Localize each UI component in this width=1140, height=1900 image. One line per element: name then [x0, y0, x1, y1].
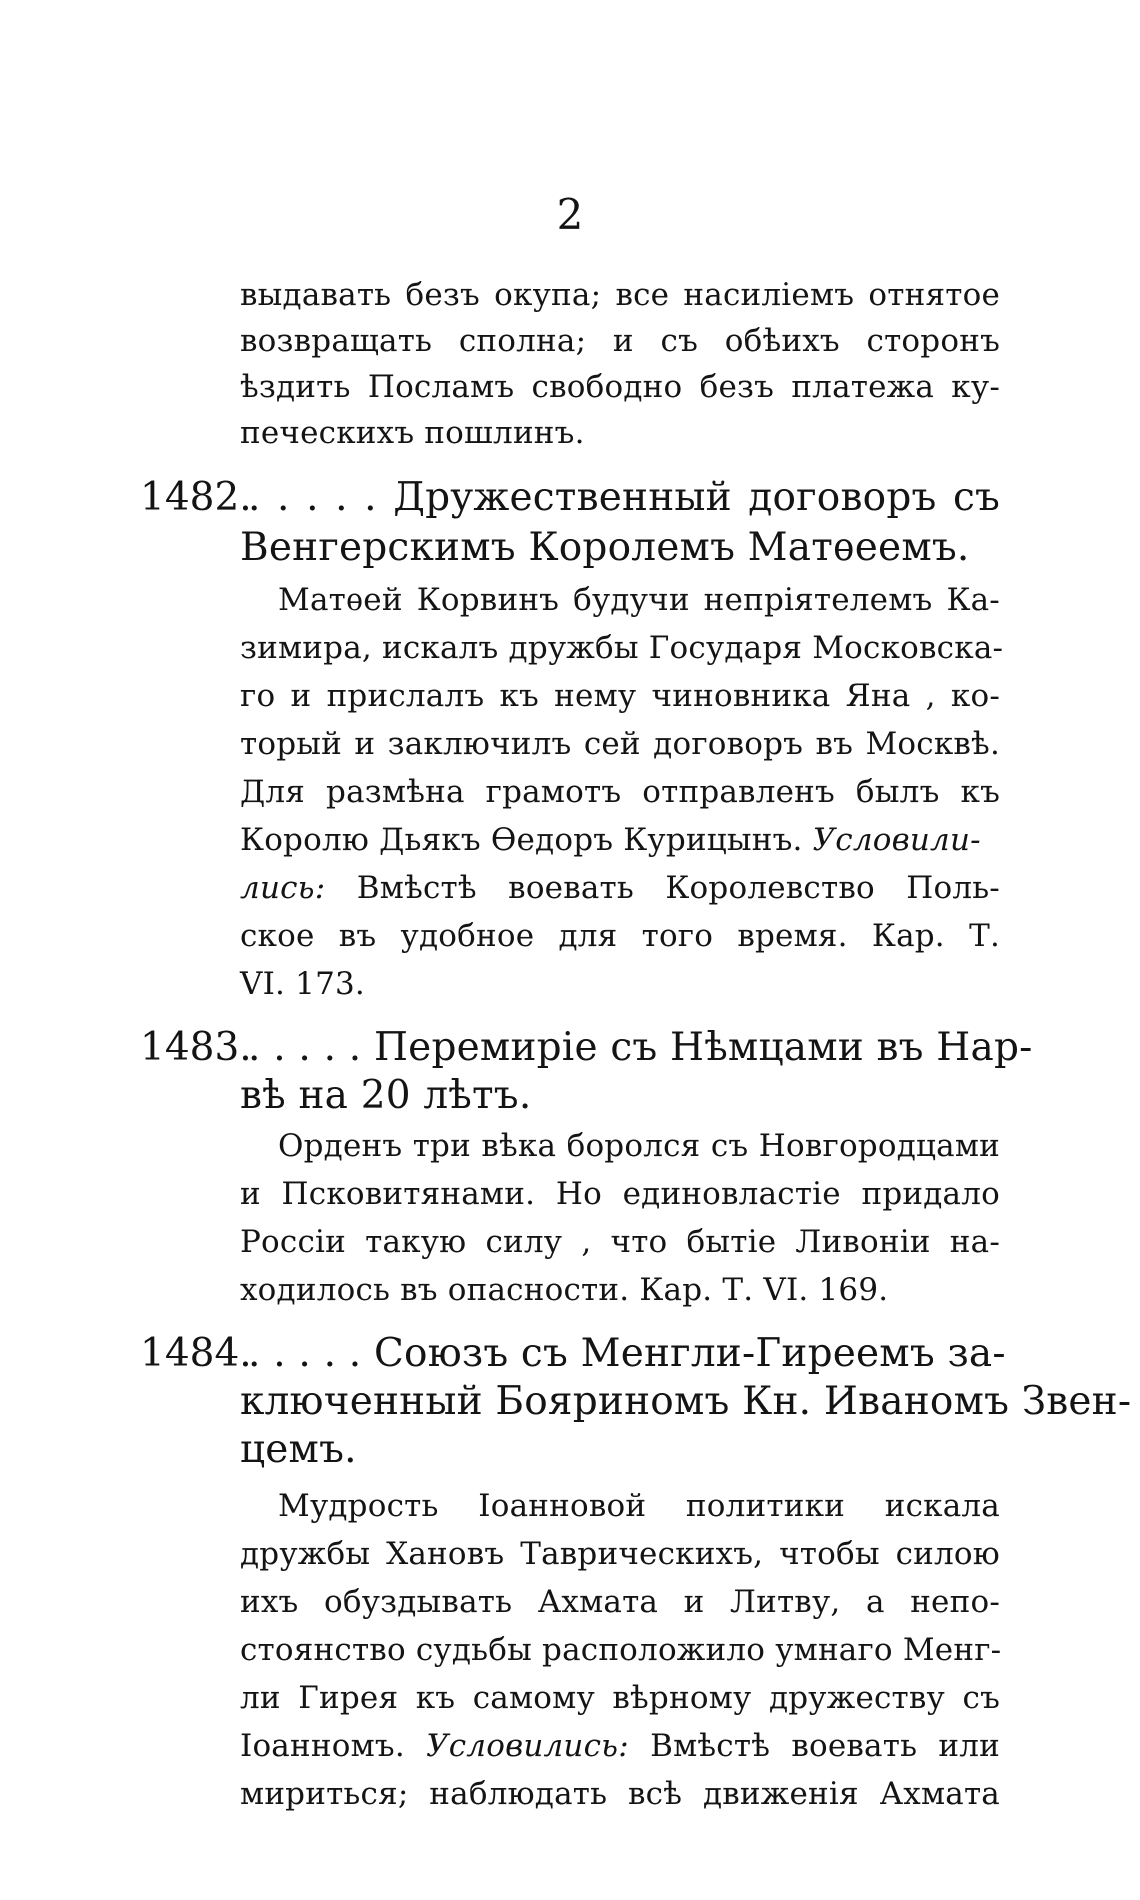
text-line: ское въ удобное для того время. Кар. Т.	[240, 918, 1000, 954]
page-number: 2	[556, 190, 584, 239]
text-line: дружбы Хановъ Таврическихъ, чтобы силою	[240, 1536, 1000, 1572]
text-line: ѣздить Посламъ свободно безъ платежа ку-	[240, 369, 1000, 405]
text-line: печескихъ пошлинъ.	[240, 415, 585, 451]
text-line: VI. 173.	[240, 966, 365, 1002]
entry-year: 1483.	[140, 1025, 252, 1070]
entry-heading: . . . . . Союзъ съ Менгли-Гиреемъ за-	[248, 1331, 1006, 1376]
text-line: Для размѣна грамотъ отправленъ былъ къ	[240, 774, 1000, 810]
text-line: стоянство судьбы расположило умнаго Менг-	[240, 1632, 1002, 1668]
text-line: Матѳей Корвинъ будучи непріятелемъ Ка-	[278, 582, 1000, 618]
entry-heading: . . . . . Перемиріе съ Нѣмцами въ Нар-	[248, 1025, 1033, 1070]
entry-year: 1484.	[140, 1331, 252, 1376]
italic-label: Условились:	[426, 1728, 629, 1764]
text-line: Орденъ три вѣка боролся съ Новгородцами	[278, 1128, 1000, 1164]
text-span: Іоанномъ.	[240, 1728, 405, 1764]
text-span: Королю Дьякъ Ѳедоръ Курицынъ.	[240, 822, 803, 858]
text-line: мириться; наблюдать всѣ движенія Ахмата	[240, 1776, 1000, 1812]
italic-label: Условили-	[812, 822, 981, 858]
text-span: Вмѣстѣ воевать или	[650, 1728, 1000, 1764]
entry-heading: вѣ на 20 лѣтъ.	[240, 1073, 532, 1118]
text-line: возвращать сполна; и съ обѣихъ сторонъ	[240, 323, 1000, 359]
text-line: ходилось въ опасности. Кар. Т. VI. 169.	[240, 1272, 889, 1308]
entry-heading: . . . . . Дружественный договоръ съ	[248, 475, 1000, 520]
entry-year: 1482.	[140, 475, 252, 520]
text-line: ихъ обуздывать Ахмата и Литву, а непо-	[240, 1584, 1000, 1620]
text-line: Мудрость Іоанновой политики искала	[278, 1488, 1000, 1524]
entry-heading: цемъ.	[240, 1427, 357, 1472]
text-line: го и прислалъ къ нему чиновника Яна , ко-	[240, 678, 1000, 714]
text-line: и Псковитянами. Но единовластіе придало	[240, 1176, 1000, 1212]
entry-heading: ключенный Бояриномъ Кн. Иваномъ Звен-	[240, 1379, 1132, 1424]
text-line: выдавать безъ окупа; все насиліемъ отнятое	[240, 277, 1000, 313]
text-span: Вмѣстѣ воевать Королевство Поль-	[356, 870, 1000, 906]
text-line: торый и заключилъ сей договоръ въ Москвѣ.	[240, 726, 1000, 762]
text-line: Россіи такую силу , что бытіе Ливоніи на-	[240, 1224, 1000, 1260]
text-line	[240, 1726, 1000, 1766]
text-line: зимира, искалъ дружбы Государя Московска-	[240, 630, 1004, 666]
text-line: ли Гирея къ самому вѣрному дружеству съ	[240, 1680, 1000, 1716]
text-line	[240, 868, 1000, 908]
italic-label: лись:	[240, 870, 326, 906]
text-line	[240, 820, 981, 860]
entry-heading: Венгерскимъ Королемъ Матѳеемъ.	[240, 525, 970, 570]
